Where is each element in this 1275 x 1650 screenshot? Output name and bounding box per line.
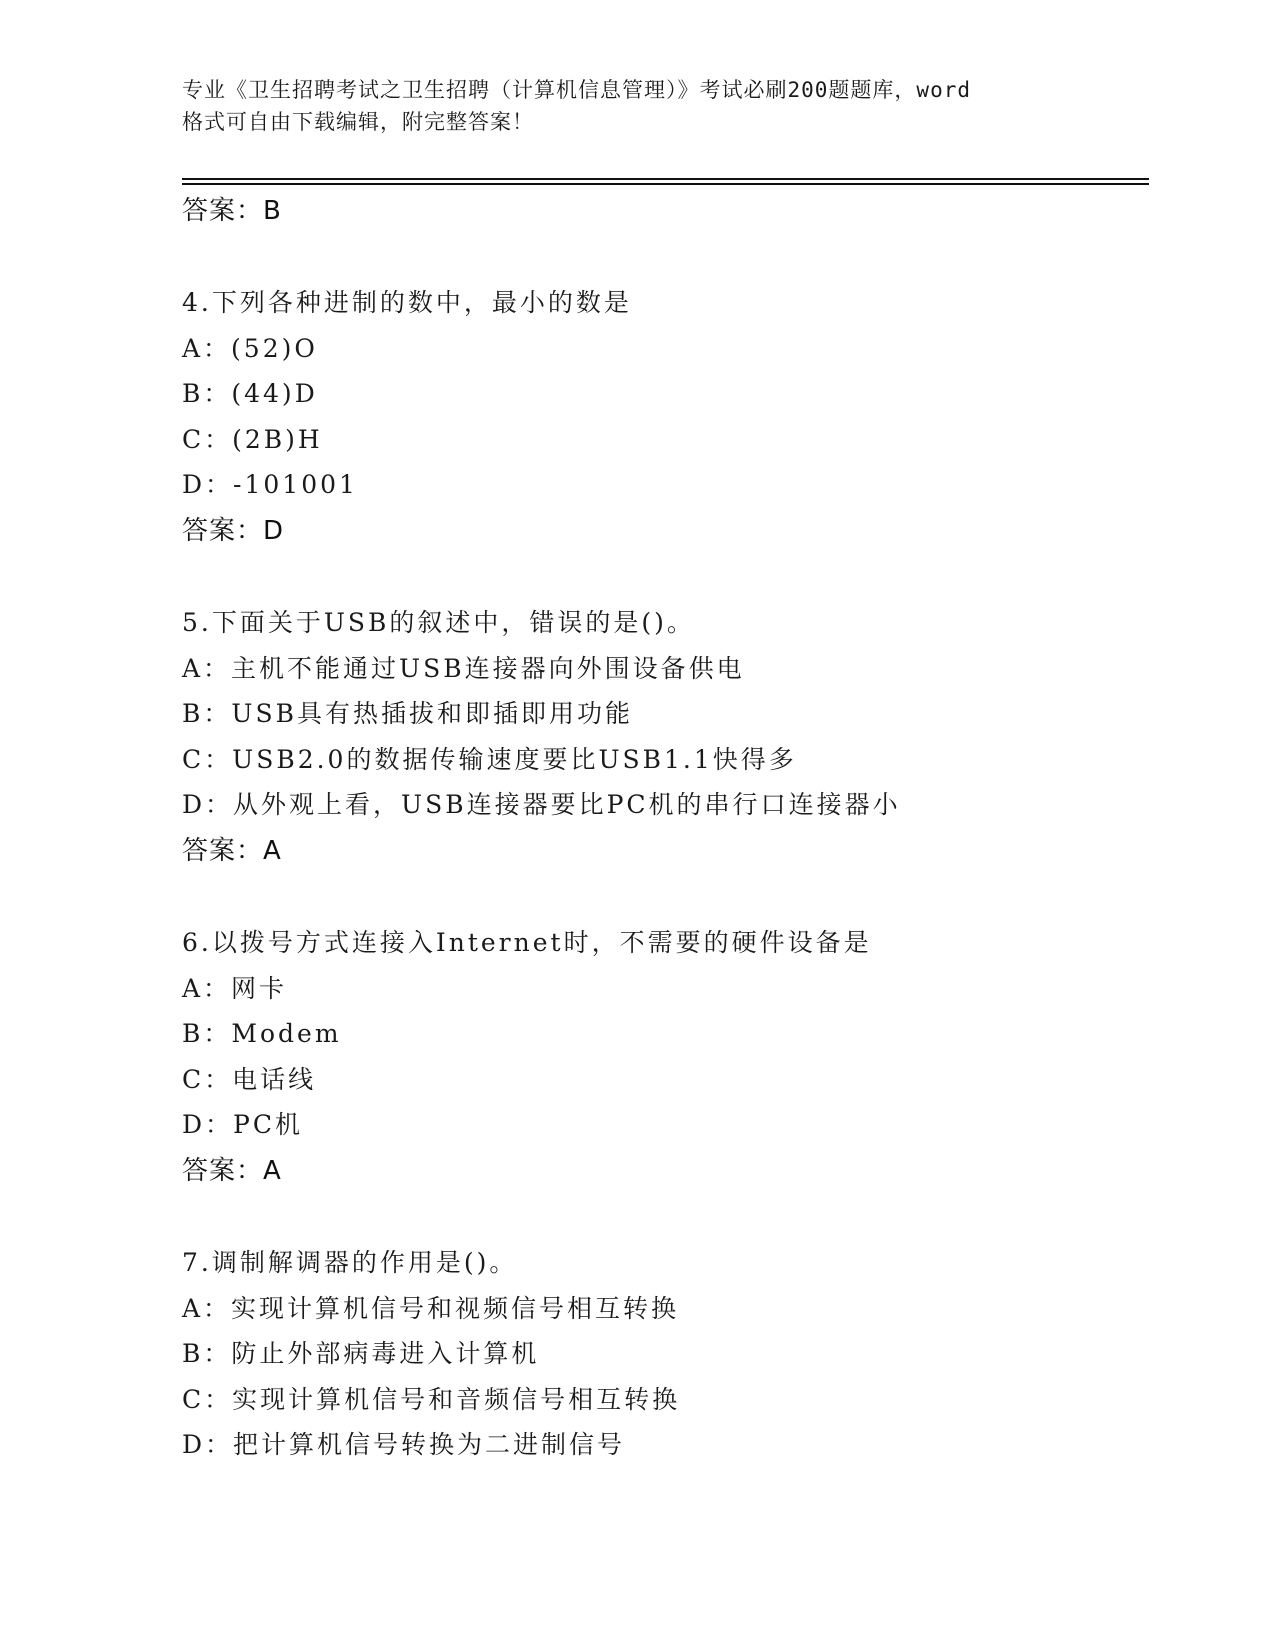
answer-line: 答案：A xyxy=(182,835,282,866)
option-a: A：主机不能通过USB连接器向外围设备供电 xyxy=(182,653,745,683)
header-divider-bottom xyxy=(182,183,1149,185)
option-c: C：USB2.0的数据传输速度要比USB1.1快得多 xyxy=(182,744,797,774)
spacer xyxy=(182,1194,1142,1240)
option-b: B：Modem xyxy=(182,1019,342,1049)
spacer xyxy=(182,234,1142,280)
header-title-line-1: 专业《卫生招聘考试之卫生招聘（计算机信息管理）》考试必刷200题题库，word xyxy=(182,78,971,102)
header-divider-top xyxy=(182,178,1149,180)
question-stem: 6.以拨号方式连接入Internet时，不需要的硬件设备是 xyxy=(182,927,872,957)
question-stem: 5.下面关于USB的叙述中，错误的是()。 xyxy=(182,607,695,637)
question-stem: 4.下列各种进制的数中，最小的数是 xyxy=(182,288,632,317)
option-d: D：把计算机信号转换为二进制信号 xyxy=(182,1430,626,1460)
document-header xyxy=(182,74,1082,138)
option-d: D：从外观上看，USB连接器要比PC机的串行口连接器小 xyxy=(182,790,901,820)
option-d: D：-101001 xyxy=(182,470,358,500)
option-d: D：PC机 xyxy=(182,1110,303,1140)
option-c: C：电话线 xyxy=(182,1064,317,1094)
option-b: B：USB具有热插拔和即插即用功能 xyxy=(182,699,633,729)
question-block xyxy=(182,600,1142,874)
spacer xyxy=(182,874,1142,920)
previous-answer: 答案：B xyxy=(182,196,282,226)
question-list xyxy=(182,188,1142,1468)
header-title-line-2: 格式可自由下载编辑，附完整答案！ xyxy=(182,110,534,134)
answer-line: 答案：D xyxy=(182,515,285,546)
option-c: C：(2B)H xyxy=(182,424,323,454)
option-a: A：实现计算机信号和视频信号相互转换 xyxy=(182,1293,680,1323)
question-block xyxy=(182,1240,1142,1468)
spacer xyxy=(182,554,1142,600)
option-a: A：(52)O xyxy=(182,333,318,363)
question-stem: 7.调制解调器的作用是()。 xyxy=(182,1247,518,1277)
option-a: A：网卡 xyxy=(182,973,288,1003)
answer-line: 答案：A xyxy=(182,1155,282,1186)
option-b: B：防止外部病毒进入计算机 xyxy=(182,1339,540,1369)
question-block xyxy=(182,920,1142,1194)
option-b: B：(44)D xyxy=(182,379,318,409)
question-block xyxy=(182,280,1142,554)
option-c: C：实现计算机信号和音频信号相互转换 xyxy=(182,1384,681,1414)
